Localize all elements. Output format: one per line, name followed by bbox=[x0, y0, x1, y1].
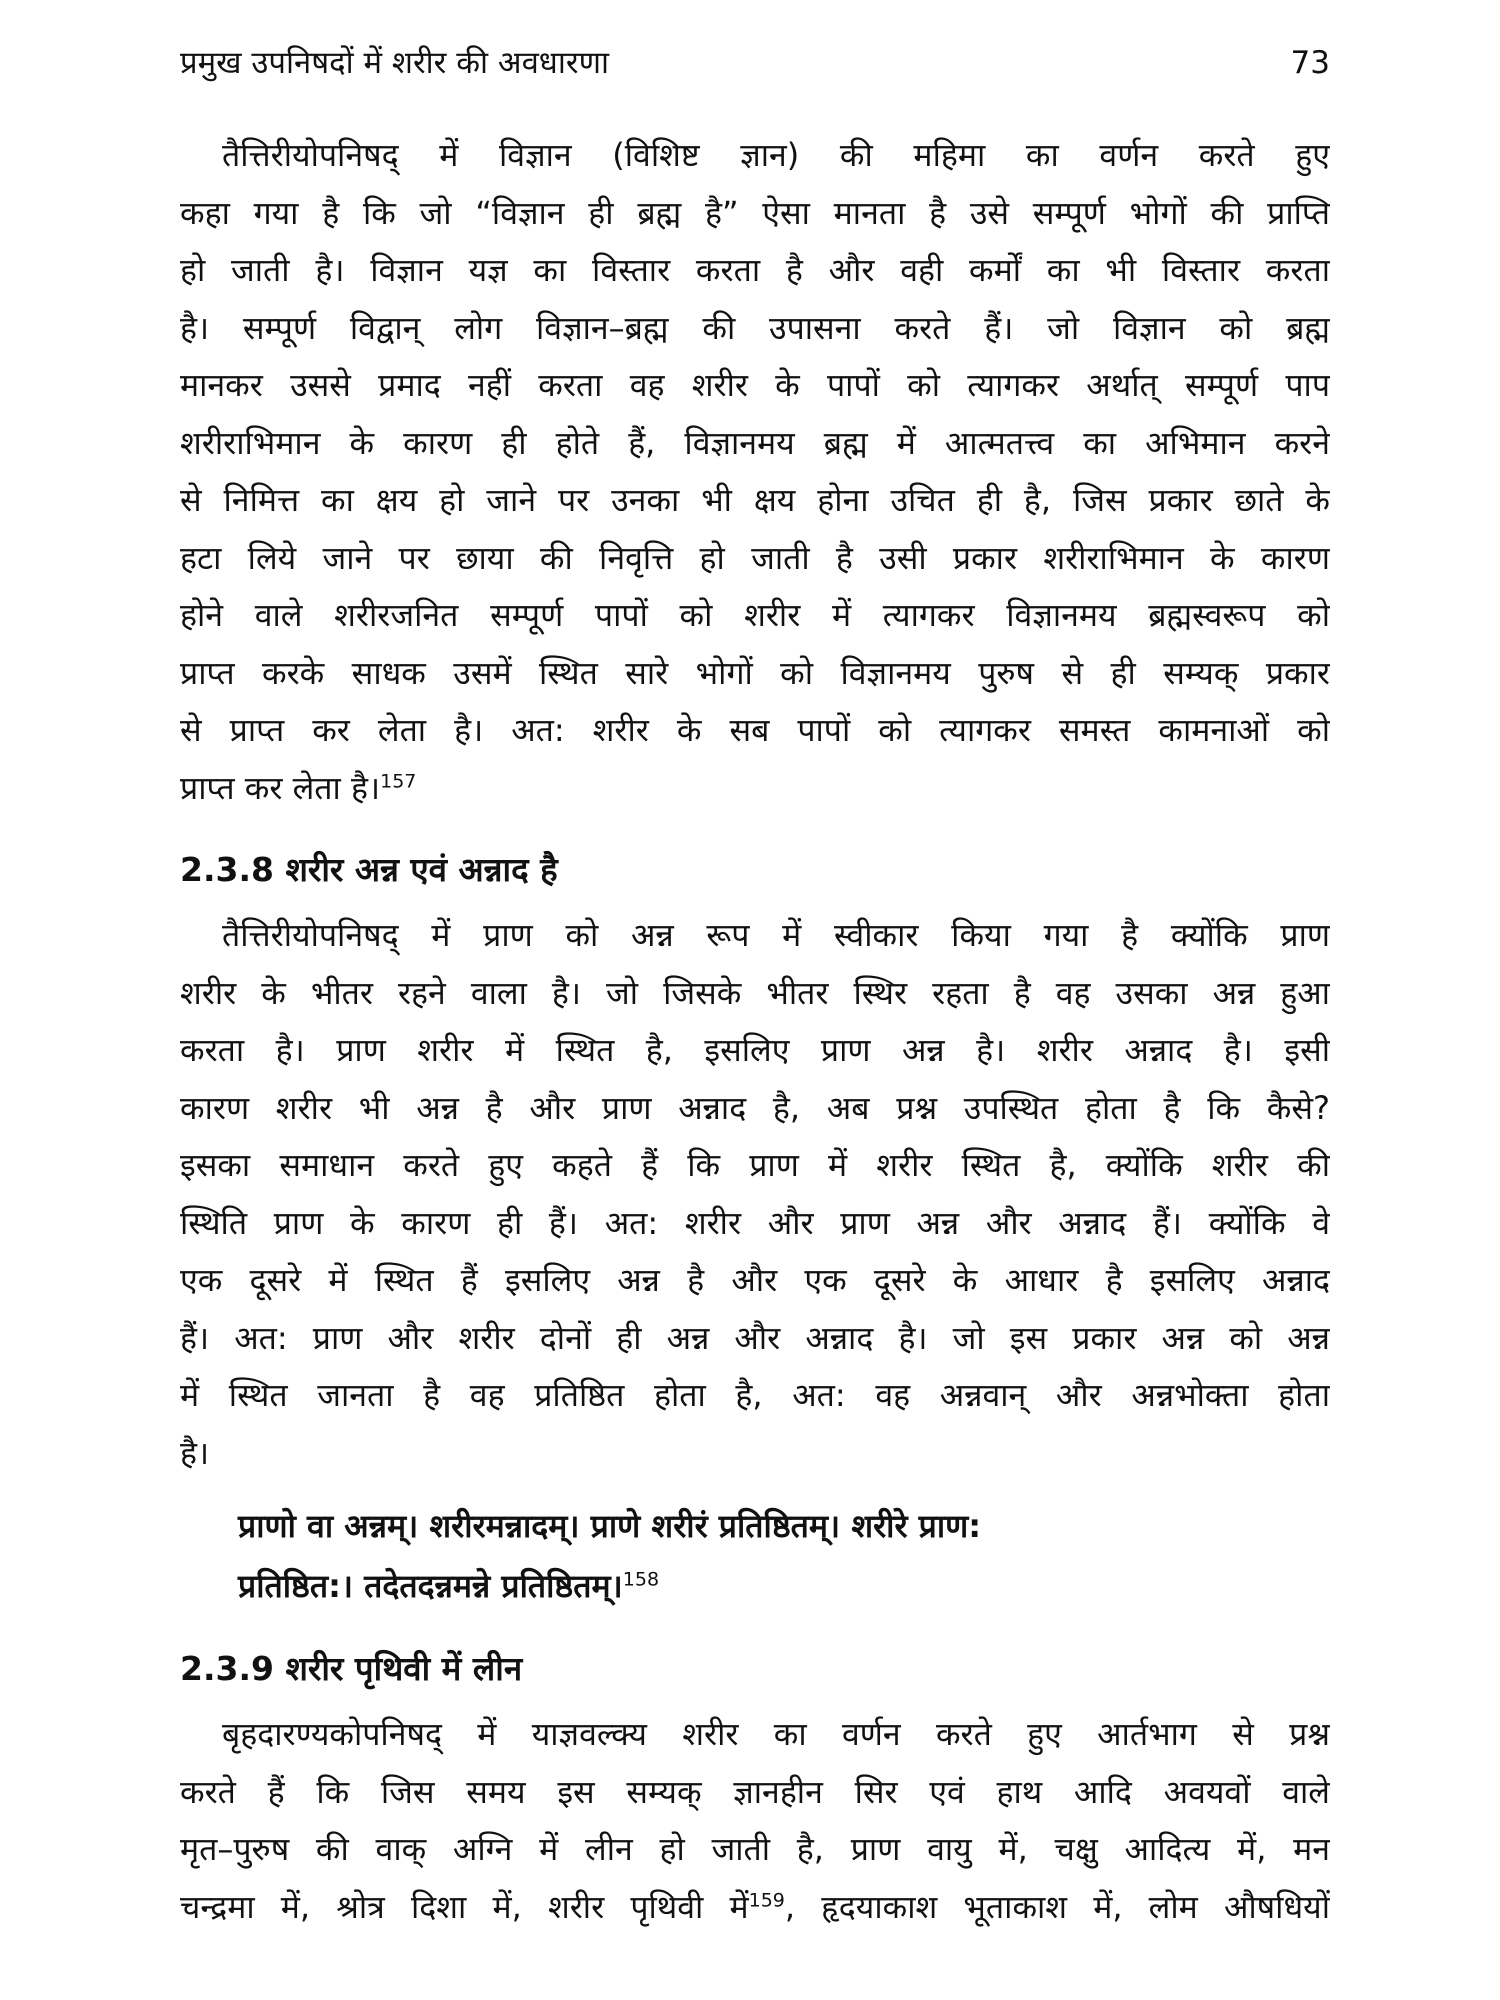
text-line: हैं। अत: प्राण और शरीर दोनों ही अन्न और अन्नाद है। जो इस प्रकार अन्न को अन्न bbox=[180, 1318, 1330, 1357]
paragraph-vijnana bbox=[180, 127, 1330, 817]
text-line: है। bbox=[180, 1433, 210, 1472]
text-line: मानकर उससे प्रमाद नहीं करता वह शरीर के पापों को त्यागकर अर्थात् सम्पूर्ण पाप bbox=[180, 366, 1330, 404]
paragraph-anna-annada bbox=[180, 907, 1330, 1482]
text-line: बृहदारण्यकोपनिषद् में याज्ञवल्क्य शरीर का वर्णन करते हुए आर्तभाग से प्रश्न bbox=[222, 1715, 1330, 1753]
text-line: हो जाती है। विज्ञान यज्ञ का विस्तार करता है और वही कर्मों का भी विस्तार करता bbox=[180, 251, 1330, 289]
running-head bbox=[180, 38, 1330, 88]
footnote-ref-157: 157 bbox=[380, 769, 417, 792]
verse-line bbox=[238, 1556, 1330, 1616]
text-line: होने वाले शरीरजनित सम्पूर्ण पापों को शरीर में त्यागकर विज्ञानमय ब्रह्मस्वरूप को bbox=[180, 596, 1330, 634]
text-line: शरीर के भीतर रहने वाला है। जो जिसके भीतर स्थिर रहता है वह उसका अन्न हुआ bbox=[180, 973, 1330, 1012]
text-line: शरीराभिमान के कारण ही होते हैं, विज्ञानमय ब्रह्म में आत्मतत्त्व का अभिमान करने bbox=[180, 423, 1330, 462]
text-line: हटा लिये जाने पर छाया की निवृत्ति हो जाती है उसी प्रकार शरीराभिमान के कारण bbox=[180, 538, 1330, 577]
page-number: 73 bbox=[1290, 45, 1330, 81]
footnote-ref-158: 158 bbox=[622, 1568, 660, 1591]
text-line: से प्राप्त कर लेता है। अत: शरीर के सब पापों को त्यागकर समस्त कामनाओं को bbox=[180, 711, 1330, 749]
text-fragment: प्राप्त कर लेता है। bbox=[180, 768, 381, 807]
paragraph-prithvi bbox=[180, 1706, 1330, 1936]
section-heading-2-3-9: 2.3.9 शरीर पृथिवी में लीन bbox=[180, 1649, 523, 1688]
text-line: करते हैं कि जिस समय इस सम्यक् ज्ञानहीन सिर एवं हाथ आदि अवयवों वाले bbox=[180, 1772, 1330, 1811]
text-line: कहा गया है कि जो “विज्ञान ही ब्रह्म है” ऐसा मानता है उसे सम्पूर्ण भोगों की प्राप्ति bbox=[180, 193, 1330, 232]
verse-fragment: प्रतिष्ठित:। तदेतदन्नमन्ने प्रतिष्ठितम्। bbox=[238, 1567, 623, 1605]
text-fragment: , हृदयाकाश भूताकाश में, लोम औषधियों bbox=[784, 1887, 1330, 1926]
footnote-ref-159: 159 bbox=[748, 1888, 785, 1911]
text-line: स्थिति प्राण के कारण ही हैं। अत: शरीर और प्राण अन्न और अन्नाद हैं। क्योंकि वे bbox=[180, 1203, 1330, 1242]
text-line bbox=[180, 760, 1330, 818]
text-line: प्राप्त करके साधक उसमें स्थित सारे भोगों को विज्ञानमय पुरुष से ही सम्यक् प्रकार bbox=[180, 653, 1330, 692]
text-line: कारण शरीर भी अन्न है और प्राण अन्नाद है, अब प्रश्न उपस्थित होता है कि कैसे? bbox=[180, 1088, 1330, 1127]
text-line: से निमित्त का क्षय हो जाने पर उनका भी क्षय होना उचित ही है, जिस प्रकार छाते के bbox=[180, 481, 1330, 519]
text-line: है। सम्पूर्ण विद्वान् लोग विज्ञान–ब्रह्म की उपासना करते हैं। जो विज्ञान को ब्रह्म bbox=[180, 308, 1330, 347]
running-title: प्रमुख उपनिषदों में शरीर की अवधारणा bbox=[180, 45, 610, 81]
text-line: तैत्तिरीयोपनिषद् में विज्ञान (विशिष्ट ज्ञान) की महिमा का वर्णन करते हुए bbox=[222, 136, 1330, 174]
text-fragment: चन्द्रमा में, श्रोत्र दिशा में, शरीर पृथिवी में bbox=[180, 1887, 749, 1926]
sanskrit-verse bbox=[238, 1496, 1330, 1616]
text-line: एक दूसरे में स्थित हैं इसलिए अन्न है और एक दूसरे के आधार है इसलिए अन्नाद bbox=[180, 1261, 1330, 1299]
text-line: करता है। प्राण शरीर में स्थित है, इसलिए प्राण अन्न है। शरीर अन्नाद है। इसी bbox=[180, 1031, 1330, 1069]
text-line: इसका समाधान करते हुए कहते हैं कि प्राण में शरीर स्थित है, क्योंकि शरीर की bbox=[180, 1146, 1330, 1184]
text-line bbox=[180, 1879, 1330, 1937]
text-line: मृत–पुरुष की वाक् अग्नि में लीन हो जाती है, प्राण वायु में, चक्षु आदित्य में, मन bbox=[180, 1830, 1330, 1868]
section-heading-2-3-8: 2.3.8 शरीर अन्न एवं अन्नाद है bbox=[180, 850, 558, 889]
page-content bbox=[180, 127, 1330, 1936]
text-line: में स्थित जानता है वह प्रतिष्ठित होता है, अत: वह अन्नवान् और अन्नभोक्ता होता bbox=[180, 1376, 1330, 1414]
text-line: तैत्तिरीयोपनिषद् में प्राण को अन्न रूप में स्वीकार किया गया है क्योंकि प्राण bbox=[222, 916, 1330, 954]
verse-line: प्राणो वा अन्नम्। शरीरमन्नादम्। प्राणे शरीरं प्रतिष्ठितम्। शरीरे प्राण: bbox=[238, 1507, 982, 1545]
